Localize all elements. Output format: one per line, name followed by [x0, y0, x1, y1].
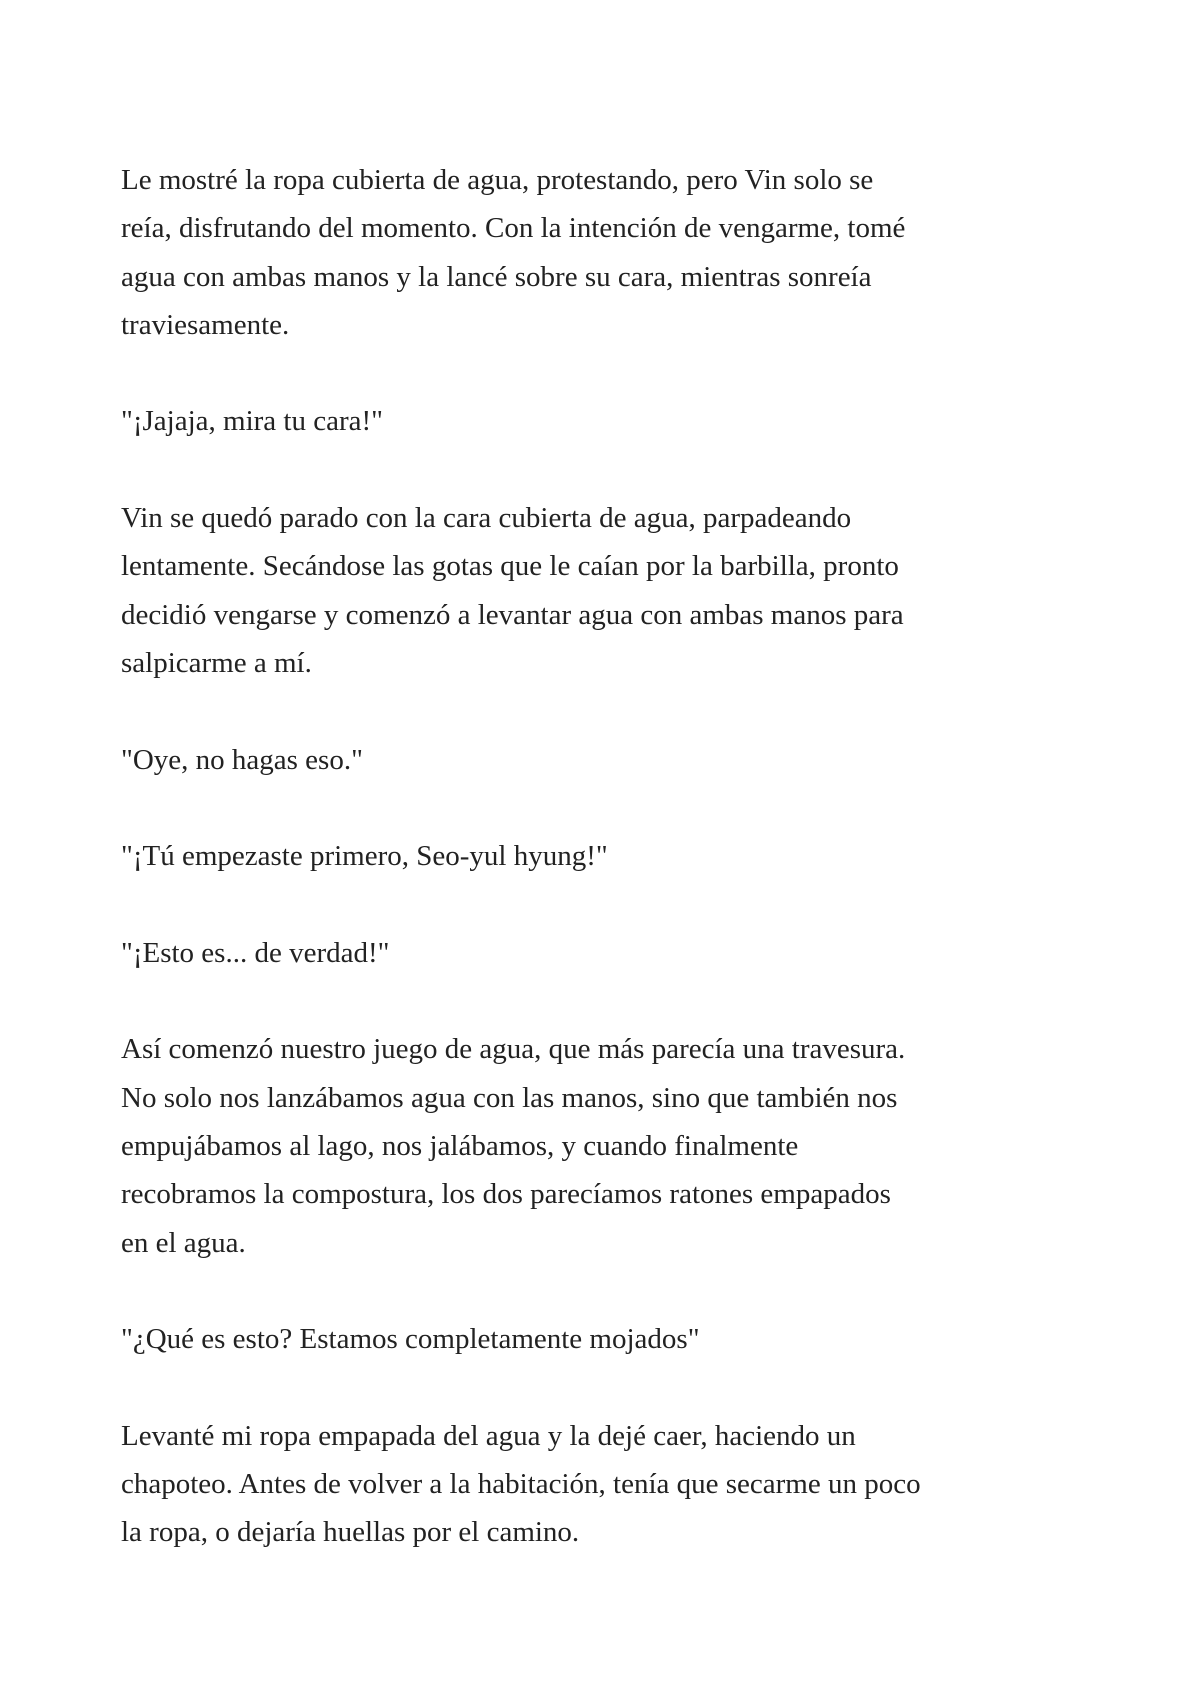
text-line: decidió vengarse y comenzó a levantar agua con ambas manos para [121, 598, 904, 631]
text-line: agua con ambas manos y la lancé sobre su cara, mientras sonreía [121, 260, 872, 293]
text-line: "¡Tú empezaste primero, Seo-yul hyung!" [121, 840, 608, 873]
paragraph [121, 397, 1101, 445]
text-line: empujábamos al lago, nos jalábamos, y cuando finalmente [121, 1129, 799, 1162]
text-line: Así comenzó nuestro juego de agua, que más parecía una travesura. [121, 1033, 906, 1066]
text-line: No solo nos lanzábamos agua con las manos, sino que también nos [121, 1081, 898, 1114]
paragraph [121, 156, 1101, 349]
paragraph [121, 1412, 1101, 1557]
paragraph [121, 832, 1101, 880]
document-page [121, 156, 1101, 1605]
text-line: Vin se quedó parado con la cara cubierta de agua, parpadeando [121, 502, 852, 535]
text-line: salpicarme a mí. [121, 646, 312, 679]
text-line: traviesamente. [121, 308, 290, 341]
text-line: "¿Qué es esto? Estamos completamente mojados" [121, 1323, 700, 1356]
text-line: la ropa, o dejaría huellas por el camino. [121, 1516, 580, 1549]
text-line: lentamente. Secándose las gotas que le caían por la barbilla, pronto [121, 550, 899, 583]
text-line: Levanté mi ropa empapada del agua y la dejé caer, haciendo un [121, 1419, 856, 1452]
text-line: "¡Jajaja, mira tu cara!" [121, 405, 383, 438]
paragraph [121, 929, 1101, 977]
paragraph [121, 736, 1101, 784]
text-line: "Oye, no hagas eso." [121, 743, 363, 776]
text-line: Le mostré la ropa cubierta de agua, protestando, pero Vin solo se [121, 164, 874, 196]
text-line: chapoteo. Antes de volver a la habitación, tenía que secarme un poco [121, 1468, 921, 1501]
text-line: recobramos la compostura, los dos parecíamos ratones empapados [121, 1178, 891, 1211]
text-line: "¡Esto es... de verdad!" [121, 936, 390, 969]
paragraph [121, 1025, 1101, 1266]
paragraph [121, 494, 1101, 687]
text-line: en el agua. [121, 1226, 246, 1259]
paragraph [121, 1315, 1101, 1363]
text-line: reía, disfrutando del momento. Con la intención de vengarme, tomé [121, 212, 906, 245]
